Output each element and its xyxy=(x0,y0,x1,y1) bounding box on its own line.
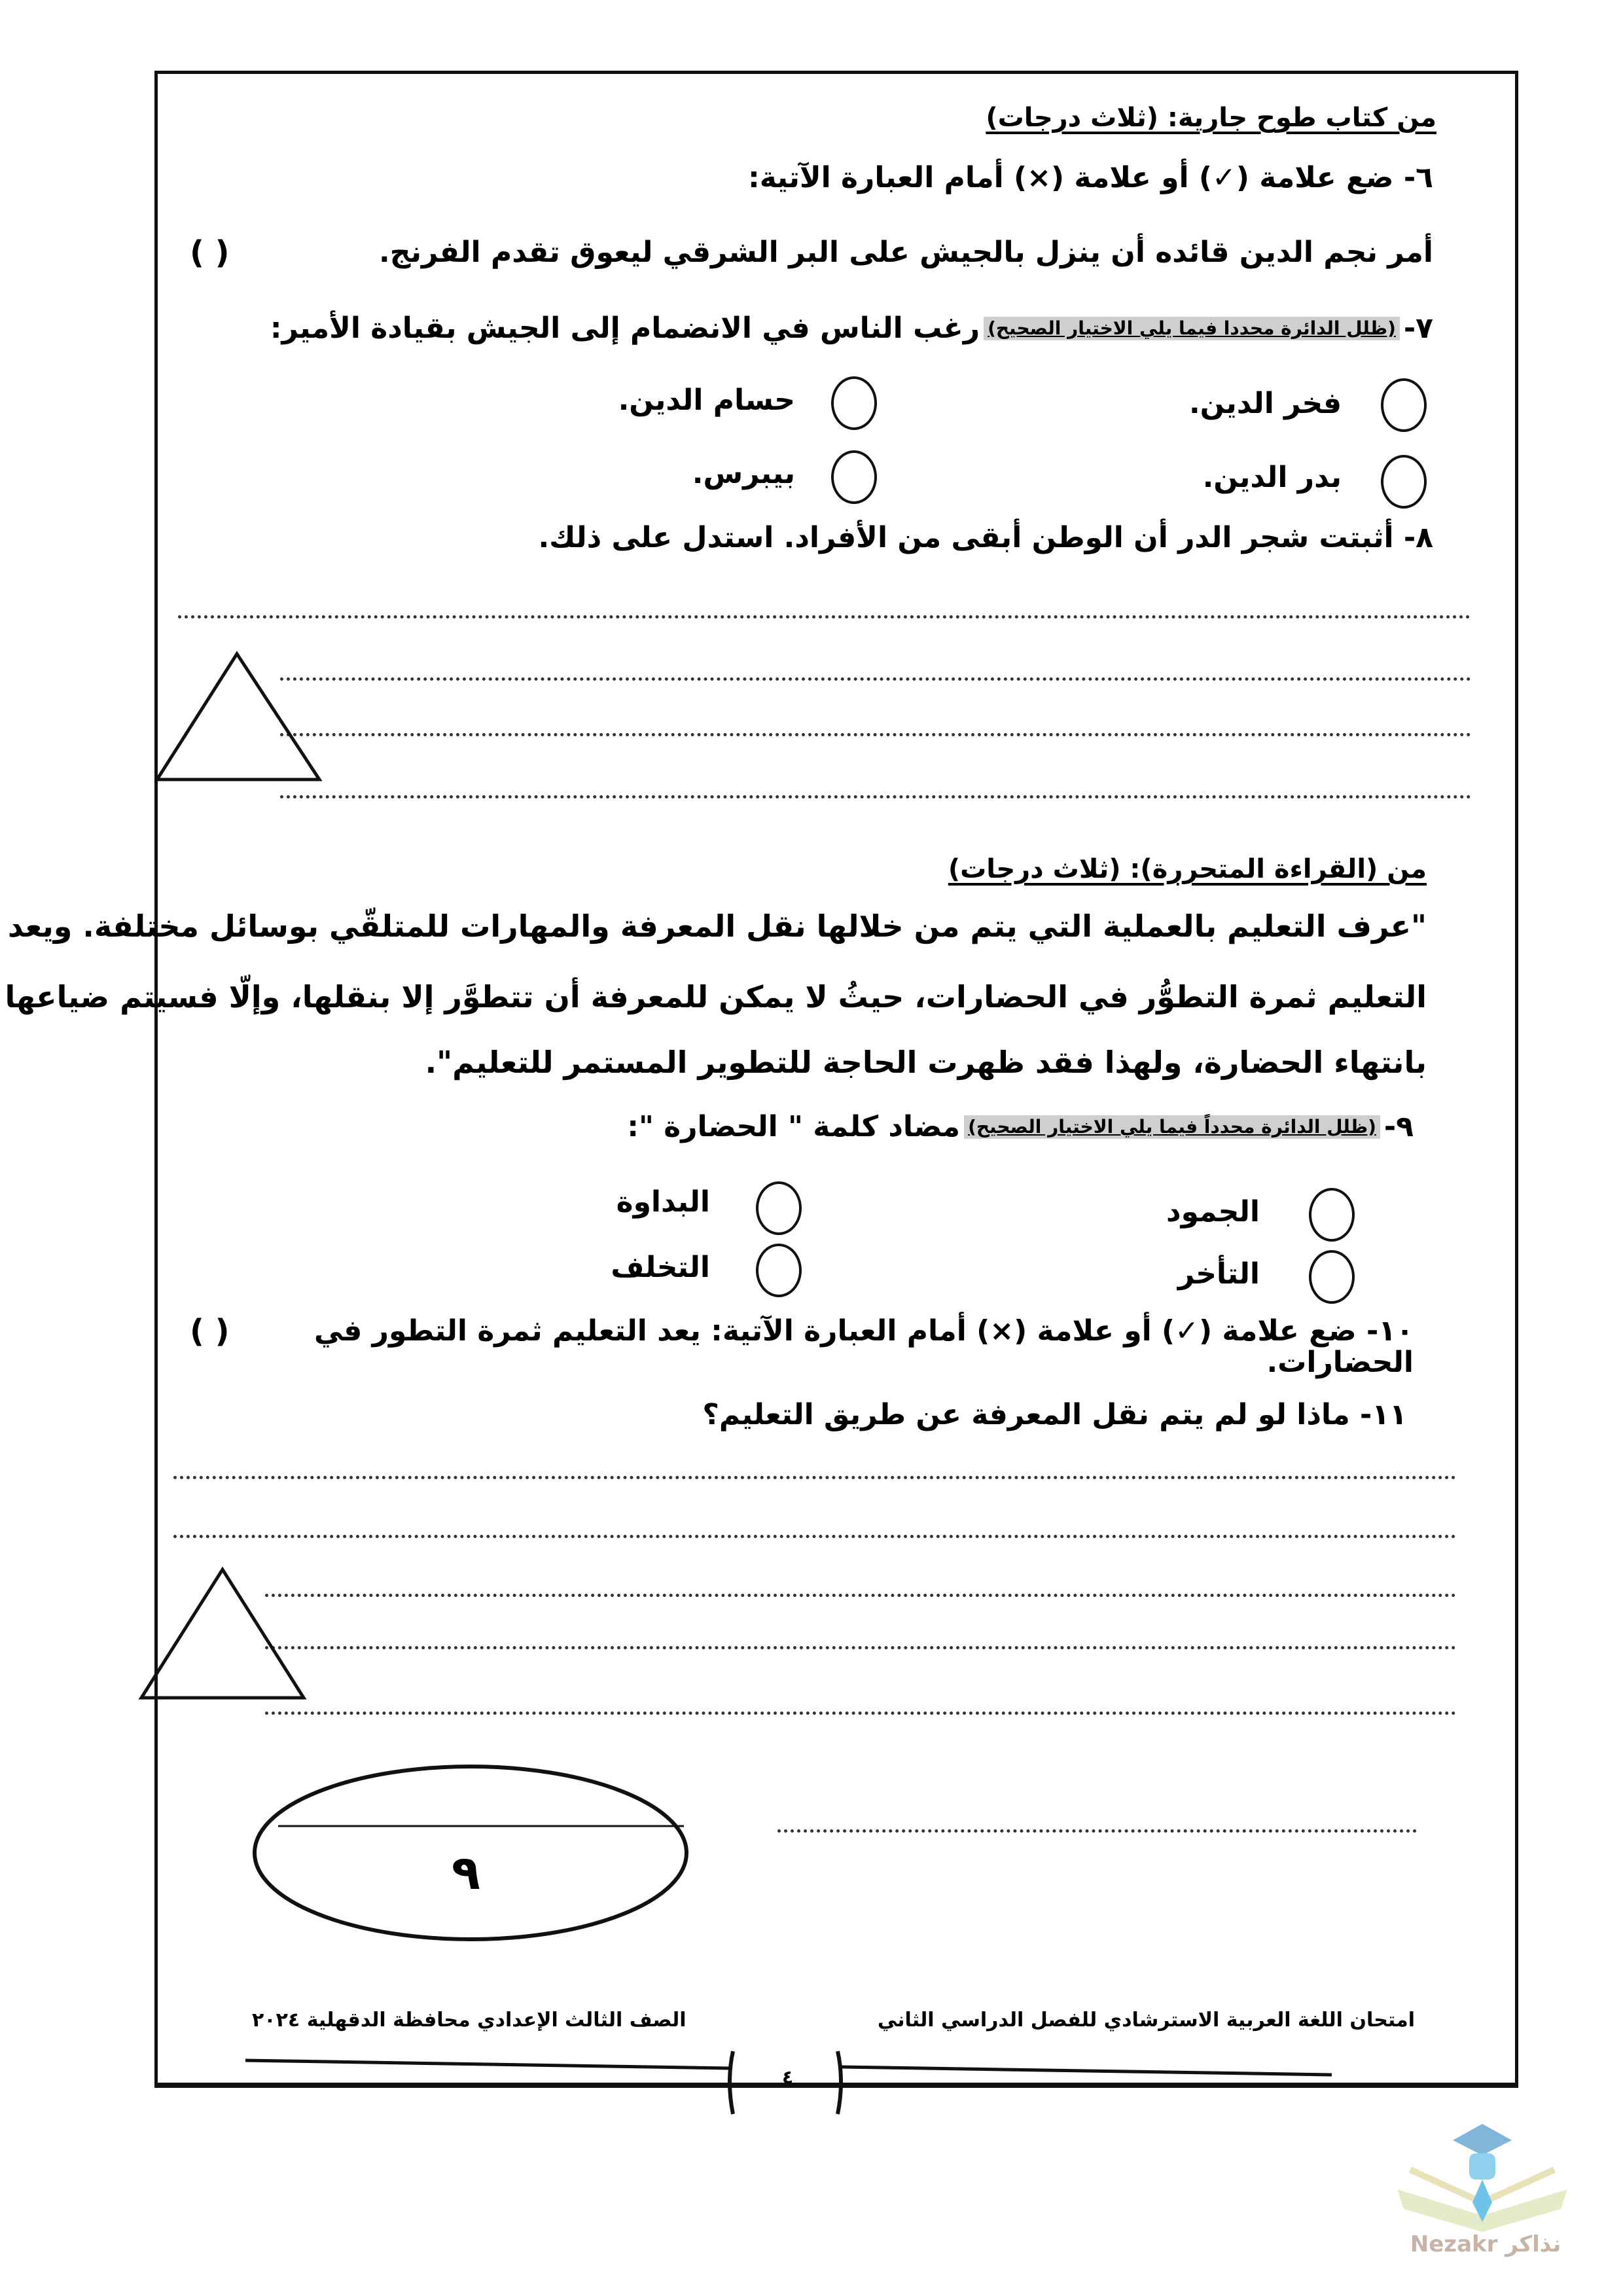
passage-line: التعليم ثمرة التطوُّر في الحضارات، حيثُ لا يمكن للمعرفة أن تتطوَّر إلا بنقلها، وإلّا فسيتم ضياعها xyxy=(5,979,1427,1014)
instruction-hint: (ظلل الدائرة محدداً فيما يلي الاختيار الصحيح) xyxy=(964,1115,1380,1139)
option-circle[interactable] xyxy=(831,376,877,430)
answer-box[interactable]: ( ) xyxy=(190,234,230,271)
question-11-prompt: ١١- ماذا لو لم يتم نقل المعرفة عن طريق التعليم؟ xyxy=(702,1398,1407,1431)
option-circle[interactable] xyxy=(831,450,877,504)
answer-line[interactable] xyxy=(280,733,1471,736)
answer-line[interactable] xyxy=(265,1594,1456,1597)
answer-line[interactable] xyxy=(280,677,1471,681)
question-7 xyxy=(270,314,1433,343)
answer-line[interactable] xyxy=(173,1535,1456,1538)
option-label: التخلف xyxy=(611,1251,710,1284)
question-prompt: رغب الناس في الانضمام إلى الجيش بقيادة الأمير: xyxy=(270,312,980,345)
page-number: ٤ xyxy=(782,2066,794,2088)
answer-line[interactable] xyxy=(777,1829,1417,1833)
watermark-text: Nezakr نذاكر xyxy=(1410,2231,1561,2257)
option-label: التأخر xyxy=(1177,1257,1260,1291)
option-label: حسام الدين. xyxy=(618,384,795,417)
passage-line: بانتهاء الحضارة، ولهذا فقد ظهرت الحاجة للتطوير المستمر للتعليم". xyxy=(425,1045,1427,1080)
footer-rule xyxy=(245,2049,1371,2121)
question-number: ٧- xyxy=(1403,312,1433,345)
option-label: البداوة xyxy=(616,1185,710,1219)
option-circle[interactable] xyxy=(756,1244,802,1297)
section-header: من كتاب طوح جارية: (ثلاث درجات) xyxy=(986,103,1436,133)
footer-exam-title: امتحان اللغة العربية الاسترشادي للفصل الدراسي الثاني xyxy=(877,2009,1415,2032)
grade-triangle xyxy=(154,651,325,782)
footer-grade: الصف الثالث الإعدادي محافظة الدقهلية ٢٠٢٤ xyxy=(252,2009,687,2032)
nezakr-logo xyxy=(1391,2117,1580,2255)
answer-line[interactable] xyxy=(265,1646,1456,1649)
question-6-row xyxy=(190,234,1433,271)
option-circle[interactable] xyxy=(1381,455,1427,509)
section-header: من (القراءة المتحررة): (ثلاث درجات) xyxy=(948,854,1427,884)
score-total: ٩ xyxy=(452,1845,480,1900)
option-label: بدر الدين. xyxy=(1202,461,1342,494)
question-prompt: مضاد كلمة " الحضارة ": xyxy=(627,1110,961,1143)
answer-line[interactable] xyxy=(265,1712,1456,1715)
question-6-prompt: ٦- ضع علامة (✓) أو علامة (×) أمام العبارة الآتية: xyxy=(748,161,1433,194)
answer-line[interactable] xyxy=(280,795,1471,798)
question-8-prompt: ٨- أثبتت شجر الدر أن الوطن أبقى من الأفراد. استدل على ذلك. xyxy=(538,521,1433,554)
answer-line[interactable] xyxy=(178,615,1471,619)
question-10-row xyxy=(190,1313,1414,1380)
option-circle[interactable] xyxy=(1309,1250,1355,1304)
question-10-prompt: ١٠- ضع علامة (✓) أو علامة (×) أمام العبارة الآتية: يعد التعليم ثمرة التطور في الحضارات. xyxy=(314,1314,1414,1380)
footer xyxy=(252,2009,1415,2031)
question-number: ٩- xyxy=(1383,1110,1414,1143)
option-label: فخر الدين. xyxy=(1188,387,1342,420)
option-circle[interactable] xyxy=(1309,1188,1355,1242)
question-6-statement: أمر نجم الدين قائده أن ينزل بالجيش على البر الشرقي ليعوق تقدم الفرنج. xyxy=(379,236,1433,269)
instruction-hint: (ظلل الدائرة محددا فيما يلي الاختيار الصحيح) xyxy=(984,317,1400,340)
option-label: الجمود xyxy=(1166,1195,1260,1229)
option-circle[interactable] xyxy=(756,1181,802,1235)
grade-triangle xyxy=(139,1567,309,1700)
passage-line: "عرف التعليم بالعملية التي يتم من خلالها نقل المعرفة والمهارات للمتلقّي بوسائل مختلفة. ويعد xyxy=(7,908,1427,944)
option-label: بيبرس. xyxy=(692,457,795,490)
answer-box[interactable]: ( ) xyxy=(190,1313,230,1350)
question-9 xyxy=(627,1110,1414,1143)
option-circle[interactable] xyxy=(1381,378,1427,432)
answer-line[interactable] xyxy=(173,1476,1456,1479)
